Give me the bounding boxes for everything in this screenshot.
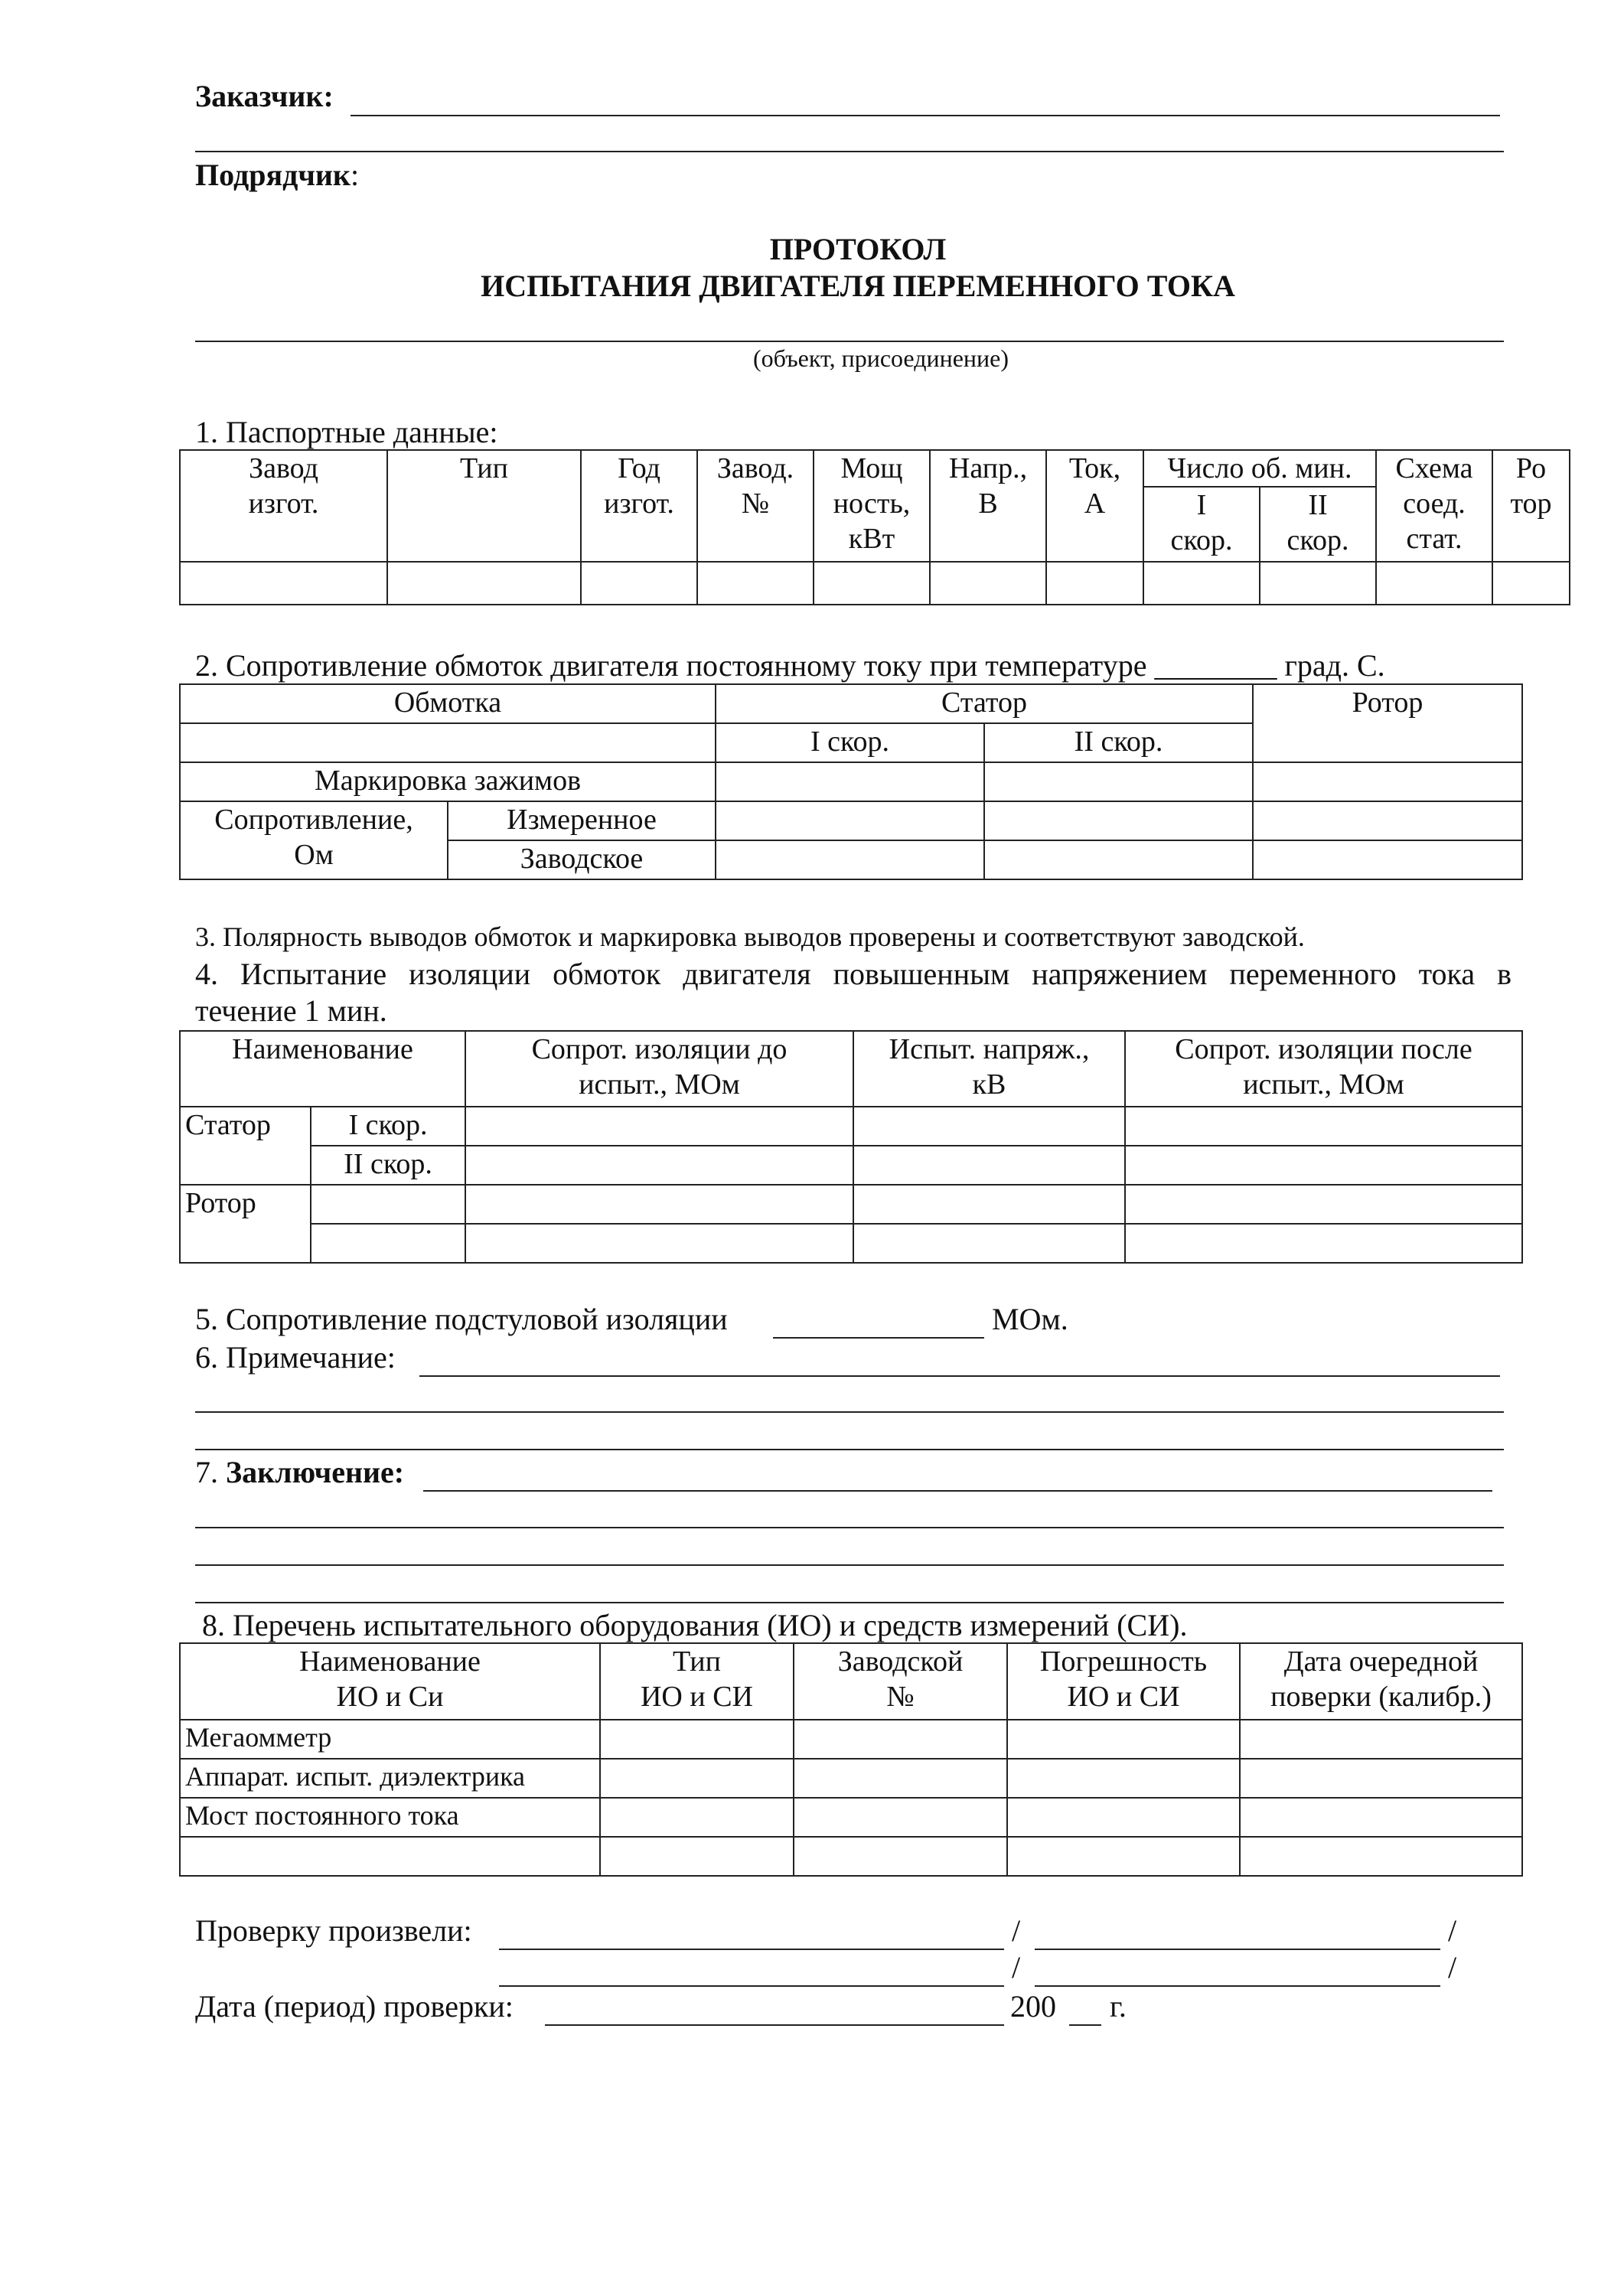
eq-row-name: Мегаомметр [180,1720,600,1759]
cell-power[interactable] [814,562,930,605]
passport-table [179,449,1570,605]
cell-marking-rotor[interactable] [1253,762,1522,801]
eq-hdr-serial: Заводской № [794,1643,1007,1720]
note-line-1[interactable] [419,1375,1500,1377]
table-row [180,1759,1522,1798]
col-power: Мощ ность, кВт [814,450,930,562]
eq-hdr-type: Тип ИО и СИ [600,1643,794,1720]
cell-type[interactable] [387,562,581,605]
col-rpm-speed1: I скор. [1143,487,1260,562]
section7-wrap [195,1454,404,1491]
row-rotor: Ротор [180,1185,311,1263]
cell-rpm2[interactable] [1260,562,1376,605]
eq-cell[interactable] [600,1798,794,1837]
eq-cell[interactable] [1007,1720,1240,1759]
eq-row-name [180,1837,600,1876]
cell-ins-s2-voltage[interactable] [853,1146,1125,1185]
object-line[interactable] [195,341,1504,342]
section4-text-line2: течение 1 мин. [195,993,387,1028]
hdr-winding: Обмотка [180,684,716,723]
conclusion-line-3[interactable] [195,1564,1504,1566]
object-caption: (объект, присоединение) [752,344,1009,372]
col-rotor: Ро тор [1492,450,1570,562]
eq-hdr-error: Погрешность ИО и СИ [1007,1643,1240,1720]
eq-cell[interactable] [794,1759,1007,1798]
hdr-stator: Статор [716,684,1253,723]
section5-unit: МОм. [992,1302,1068,1336]
cell-ins-r2-voltage[interactable] [853,1224,1125,1263]
table-row [180,1720,1522,1759]
cell-year[interactable] [581,562,697,605]
slash-1a: / [1012,1913,1021,1948]
cell-measured-s1[interactable] [716,801,984,840]
year-line[interactable] [1069,2024,1101,2026]
col-scheme: Схема соед. стат. [1376,450,1492,562]
cell-ins-s2-before[interactable] [465,1146,853,1185]
cell-ins-r1-before[interactable] [465,1185,853,1224]
section4-text-line1: 4. Испытание изоляции обмоток двигателя повышенным напряжением переменного тока в [195,957,1511,991]
col-serial: Завод. № [697,450,814,562]
col-voltage: Напр., В [930,450,1046,562]
row-resistance: Сопротивление, Ом [180,801,448,879]
section1-heading: 1. Паспортные данные: [195,415,498,449]
hdr-speed2: II скор. [984,723,1253,762]
section7-label: Заключение: [226,1455,405,1489]
cell-current[interactable] [1046,562,1143,605]
cell-ins-r2-sub[interactable] [311,1224,465,1263]
row-factory: Заводское [448,840,716,879]
signature-line-1a[interactable] [499,1949,1004,1950]
eq-cell[interactable] [1240,1759,1522,1798]
table-row [180,1798,1522,1837]
contractor-label: Подрядчик [195,158,351,192]
slash-2a: / [1012,1950,1021,1985]
eq-cell[interactable] [794,1837,1007,1876]
date-label: Дата (период) проверки: [195,1989,514,2024]
row-stator-speed1: I скор. [311,1107,465,1146]
col-year: Год изгот. [581,450,697,562]
hdr-before: Сопрот. изоляции до испыт., МОм [465,1031,853,1107]
cell-factory-s2[interactable] [984,840,1253,879]
eq-hdr-name: Наименование ИО и Си [180,1643,600,1720]
eq-cell[interactable] [1007,1798,1240,1837]
hdr-voltage: Испыт. напряж., кВ [853,1031,1125,1107]
title-line1: ПРОТОКОЛ [769,232,947,266]
conclusion-line-4[interactable] [195,1602,1504,1603]
cell-ins-r1-voltage[interactable] [853,1185,1125,1224]
cell-measured-rotor[interactable] [1253,801,1522,840]
col-rpm-speed2: II скор. [1260,487,1376,562]
customer-line-2[interactable] [195,151,1504,152]
col-type: Тип [387,450,581,562]
signature-line-2b[interactable] [1035,1985,1440,1987]
date-line[interactable] [545,2024,1004,2026]
cell-ins-s1-after[interactable] [1125,1107,1522,1146]
eq-cell[interactable] [794,1720,1007,1759]
cell-ins-r2-after[interactable] [1125,1224,1522,1263]
eq-cell[interactable] [1240,1720,1522,1759]
insulation-table [179,1030,1523,1264]
table-row [180,1837,1522,1876]
cell-rotor[interactable] [1492,562,1570,605]
customer-line[interactable] [351,115,1500,116]
cell-ins-s2-after[interactable] [1125,1146,1522,1185]
row-stator: Статор [180,1107,311,1185]
cell-ins-r1-sub[interactable] [311,1185,465,1224]
cell-rpm1[interactable] [1143,562,1260,605]
col-rpm: Число об. мин. [1143,450,1376,487]
slash-2b: / [1448,1950,1457,1985]
hdr-empty [180,723,716,762]
eq-cell[interactable] [600,1837,794,1876]
year-prefix: 200 [1010,1989,1056,2024]
year-suffix: г. [1110,1989,1127,2024]
cell-factory-rotor[interactable] [1253,840,1522,879]
slash-1b: / [1448,1913,1457,1948]
cell-voltage[interactable] [930,562,1046,605]
cell-serial[interactable] [697,562,814,605]
cell-scheme[interactable] [1376,562,1492,605]
eq-row-name: Аппарат. испыт. диэлектрика [180,1759,600,1798]
col-current: Ток, А [1046,450,1143,562]
eq-row-name: Мост постоянного тока [180,1798,600,1837]
section8-heading: 8. Перечень испытательного оборудования (ИО) и средств измерений (СИ). [202,1608,1188,1642]
cell-ins-r1-after[interactable] [1125,1185,1522,1224]
row-measured: Измеренное [448,801,716,840]
section2-heading: 2. Сопротивление обмоток двигателя постоянному току при температуре ________ град. С. [195,648,1385,683]
cell-marking-s2[interactable] [984,762,1253,801]
cell-ins-s1-voltage[interactable] [853,1107,1125,1146]
section5-label: 5. Сопротивление подстуловой изоляции [195,1302,728,1336]
eq-cell[interactable] [1007,1759,1240,1798]
eq-cell[interactable] [600,1720,794,1759]
hdr-rotor: Ротор [1253,684,1522,762]
signature-line-1b[interactable] [1035,1949,1440,1950]
eq-cell[interactable] [1240,1837,1522,1876]
eq-hdr-date: Дата очередной поверки (калибр.) [1240,1643,1522,1720]
title-line2: ИСПЫТАНИЯ ДВИГАТЕЛЯ ПЕРЕМЕННОГО ТОКА [481,269,1235,303]
hdr-name: Наименование [180,1031,465,1107]
cell-ins-r2-before[interactable] [465,1224,853,1263]
section3-text: 3. Полярность выводов обмоток и маркировка выводов проверены и соответствуют заводской. [195,921,1305,952]
cell-measured-s2[interactable] [984,801,1253,840]
row-stator-speed2: II скор. [311,1146,465,1185]
conclusion-line-2[interactable] [195,1527,1504,1528]
resistance-table [179,683,1523,880]
section5-line[interactable] [773,1337,984,1339]
eq-cell[interactable] [1007,1837,1240,1876]
checked-by-label: Проверку произвели: [195,1913,472,1948]
cell-ins-s1-before[interactable] [465,1107,853,1146]
cell-factory-s1[interactable] [716,840,984,879]
eq-cell[interactable] [794,1798,1007,1837]
contractor-label-wrap: Подрядчик: [195,158,360,192]
hdr-speed1: I скор. [716,723,984,762]
signature-line-2a[interactable] [499,1985,1004,1987]
cell-maker[interactable] [180,562,387,605]
cell-marking-s1[interactable] [716,762,984,801]
eq-cell[interactable] [600,1759,794,1798]
section7-number: 7. [195,1455,218,1489]
row-marking: Маркировка зажимов [180,762,716,801]
note-line-3[interactable] [195,1449,1504,1450]
equipment-table [179,1642,1523,1877]
eq-cell[interactable] [1240,1798,1522,1837]
col-maker: Завод изгот. [180,450,387,562]
conclusion-line-1[interactable] [423,1490,1492,1492]
note-line-2[interactable] [195,1411,1504,1413]
customer-label: Заказчик: [195,79,334,113]
section6-label: 6. Примечание: [195,1340,396,1375]
hdr-after: Сопрот. изоляции после испыт., МОм [1125,1031,1522,1107]
